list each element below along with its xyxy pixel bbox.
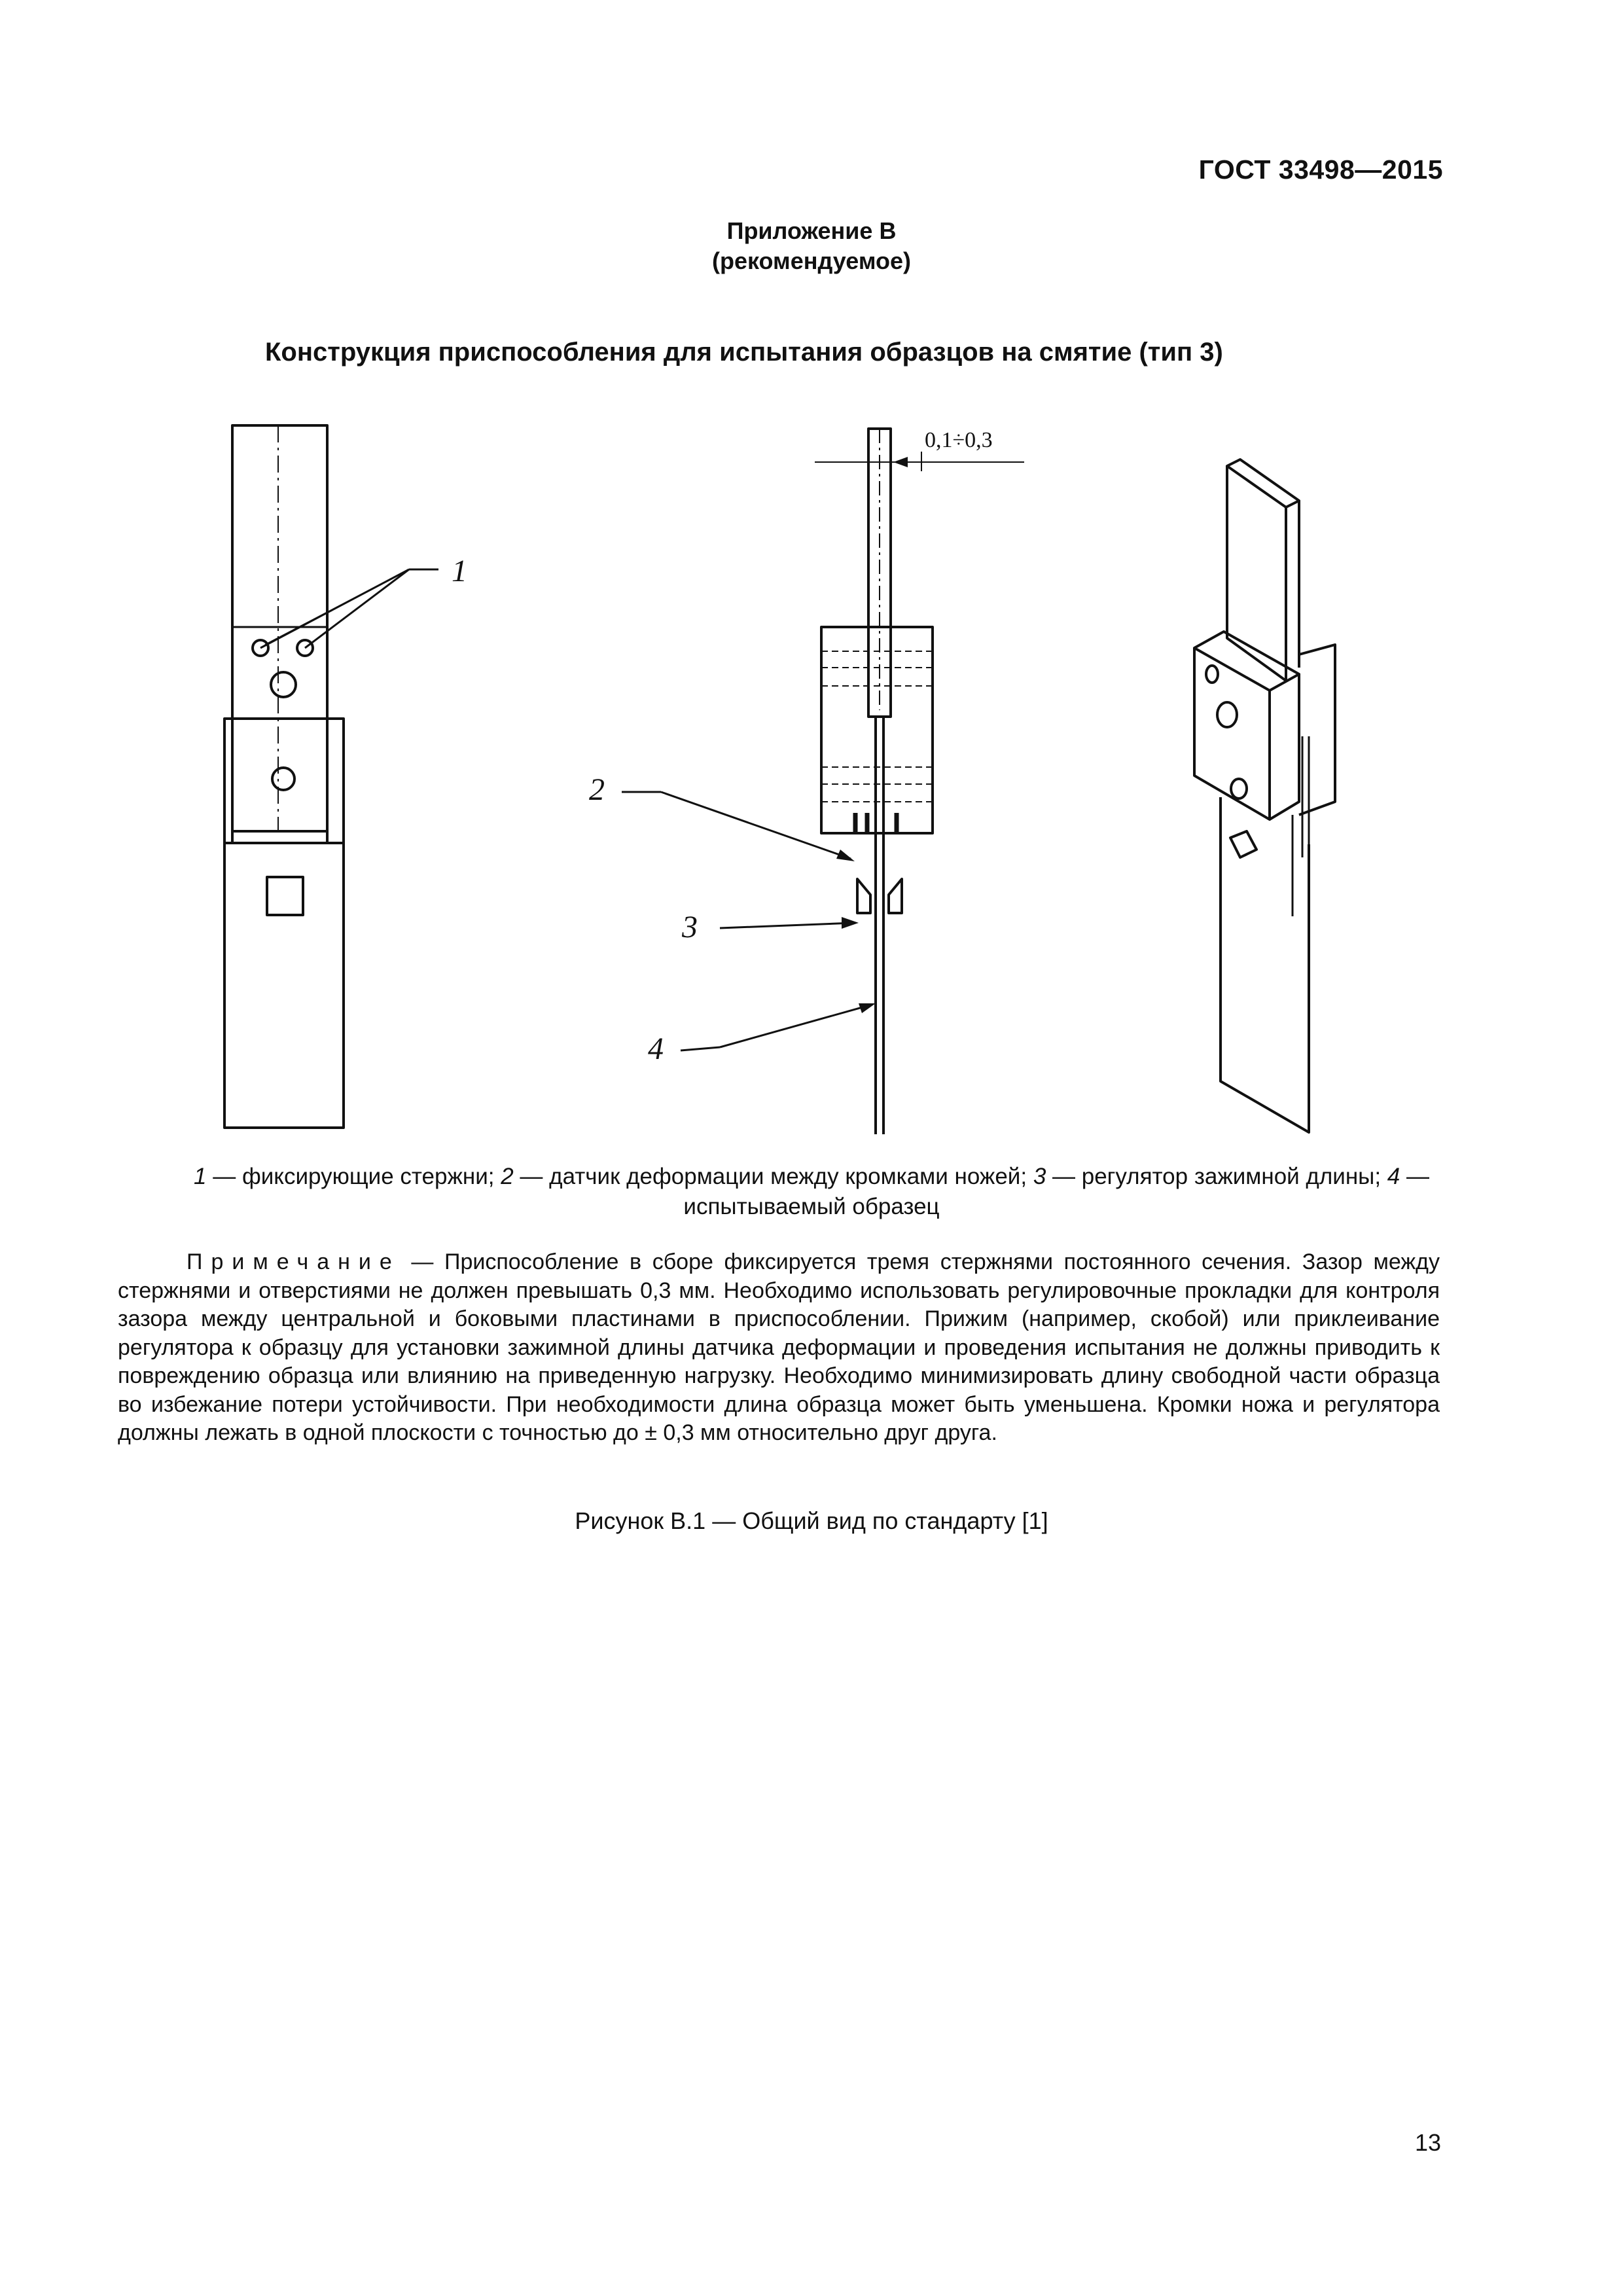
figure-legend (118, 1162, 1505, 1222)
dimension-label: 0,1÷0,3 (925, 428, 993, 452)
main-title: Конструкция приспособления для испытания образцов на смятие (тип 3) (265, 338, 1223, 367)
note-label: Примечание (187, 1249, 401, 1274)
legend-text-2: — датчик деформации между кромками ножей; (513, 1164, 1033, 1189)
callout-3: 3 (682, 910, 698, 944)
figure-caption: Рисунок В.1 — Общий вид по стандарту [1] (575, 1507, 1048, 1534)
callout-4: 4 (648, 1031, 664, 1066)
annex-title: Приложение В (726, 217, 897, 244)
note-text: — Приспособление в сборе фиксируется тремя стержнями постоянного сечения. Зазор между стержнями и отверстиями не должен превышать 0,3 мм. Необходимо использовать регулировочные прокладки для контроля зазора между центральной и боковыми пластинами в приспособлении. Прижим (например, скобой) или приклеивание регулятора к образцу для установки зажимной длины датчика деформации и проведения испытания не должны приводить к повреждению образца или влиянию на приведенную нагрузку. Необходимо минимизировать длину свободной части образца во избежание потери устойчивости. При необходимости длина образца может быть уменьшена. Кромки ножа и регулятора должны лежать в одной плоскости с точностью до ± 0,3 мм относительно друг друга. (118, 1249, 1440, 1445)
side-view-drawing (622, 429, 1024, 1134)
note-paragraph (118, 1248, 1440, 1448)
annex-status: (рекомендуемое) (712, 247, 911, 274)
legend-text-4: — испытываемый образец (683, 1164, 1429, 1219)
legend-num-4: 4 (1387, 1164, 1400, 1189)
legend-num-2: 2 (501, 1164, 514, 1189)
standard-code: ГОСТ 33498—2015 (1198, 154, 1443, 185)
callout-1: 1 (452, 554, 467, 588)
legend-num-3: 3 (1033, 1164, 1046, 1189)
legend-text-1: — фиксирующие стержни; (206, 1164, 501, 1189)
isometric-view-drawing (1194, 459, 1335, 1132)
front-view-drawing (224, 425, 438, 1128)
legend-num-1: 1 (194, 1164, 207, 1189)
page-number: 13 (1414, 2129, 1441, 2156)
legend-text-3: — регулятор зажимной длины; (1046, 1164, 1387, 1189)
callout-2: 2 (589, 772, 605, 807)
